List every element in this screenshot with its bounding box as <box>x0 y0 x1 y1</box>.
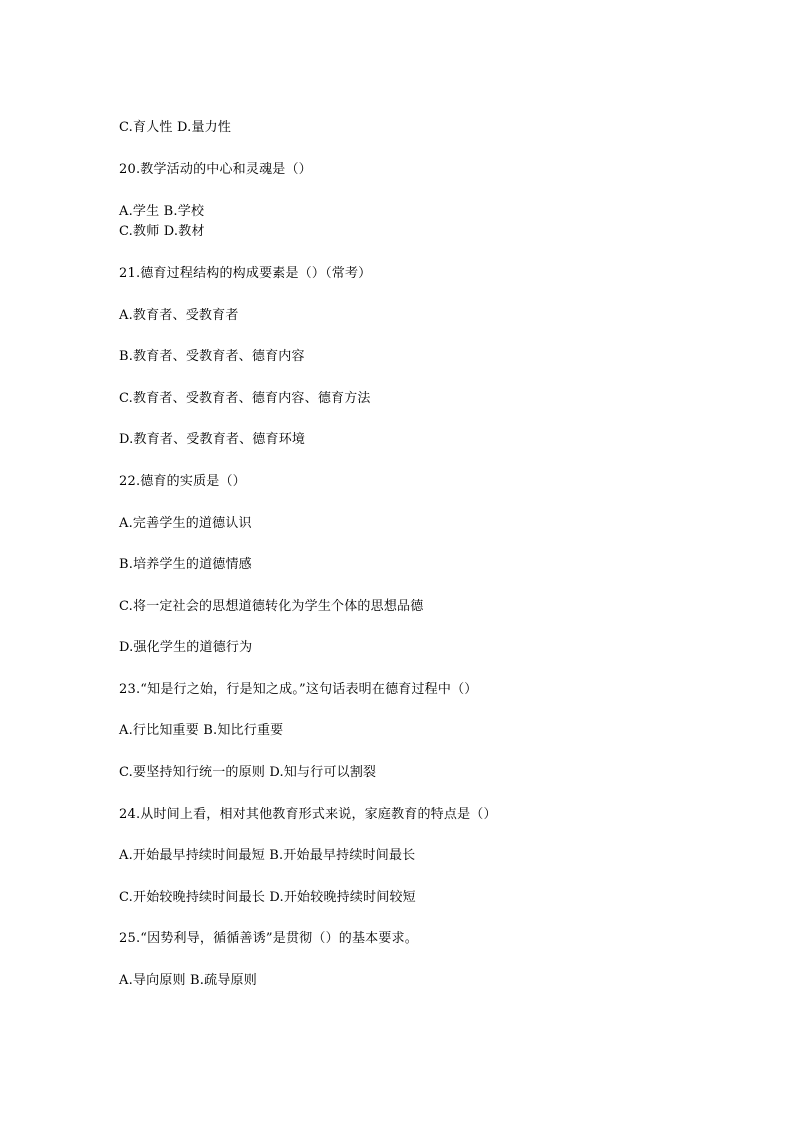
question-21: 21.德育过程结构的构成要素是（）（常考） <box>119 266 372 281</box>
option-line-q20-cd: C.教师 D.教材 <box>119 224 205 239</box>
option-line-q20-ab: A.学生 B.学校 <box>119 204 205 219</box>
option-q22-c: C.将一定社会的思想道德转化为学生个体的思想品德 <box>119 599 424 614</box>
question-23: 23.“知是行之始，行是知之成。”这句话表明在德育过程中（） <box>119 682 478 697</box>
option-q21-a: A.教育者、受教育者 <box>119 308 239 323</box>
option-line-q23-cd: C.要坚持知行统一的原则 D.知与行可以割裂 <box>119 765 377 780</box>
question-22: 22.德育的实质是（） <box>119 474 246 489</box>
option-line-q25-ab: A.导向原则 B.疏导原则 <box>119 973 257 988</box>
option-q22-b: B.培养学生的道德情感 <box>119 557 252 572</box>
question-24: 24.从时间上看，相对其他教育形式来说，家庭教育的特点是（） <box>119 807 497 822</box>
option-q21-d: D.教育者、受教育者、德育环境 <box>119 432 306 447</box>
option-q22-a: A.完善学生的道德认识 <box>119 516 252 531</box>
option-q21-b: B.教育者、受教育者、德育内容 <box>119 349 305 364</box>
option-line-q24-cd: C.开始较晚持续时间最长 D.开始较晚持续时间较短 <box>119 890 416 905</box>
option-line-q24-ab: A.开始最早持续时间最短 B.开始最早持续时间最长 <box>119 848 416 863</box>
question-25: 25.“因势利导，循循善诱”是贯彻（）的基本要求。 <box>119 931 418 946</box>
option-q21-c: C.教育者、受教育者、德育内容、德育方法 <box>119 391 371 406</box>
option-q22-d: D.强化学生的道德行为 <box>119 640 253 655</box>
option-line-q19-cd: C.育人性 D.量力性 <box>119 120 232 135</box>
question-20: 20.教学活动的中心和灵魂是（） <box>119 162 312 177</box>
option-line-q23-ab: A.行比知重要 B.知比行重要 <box>119 723 284 738</box>
